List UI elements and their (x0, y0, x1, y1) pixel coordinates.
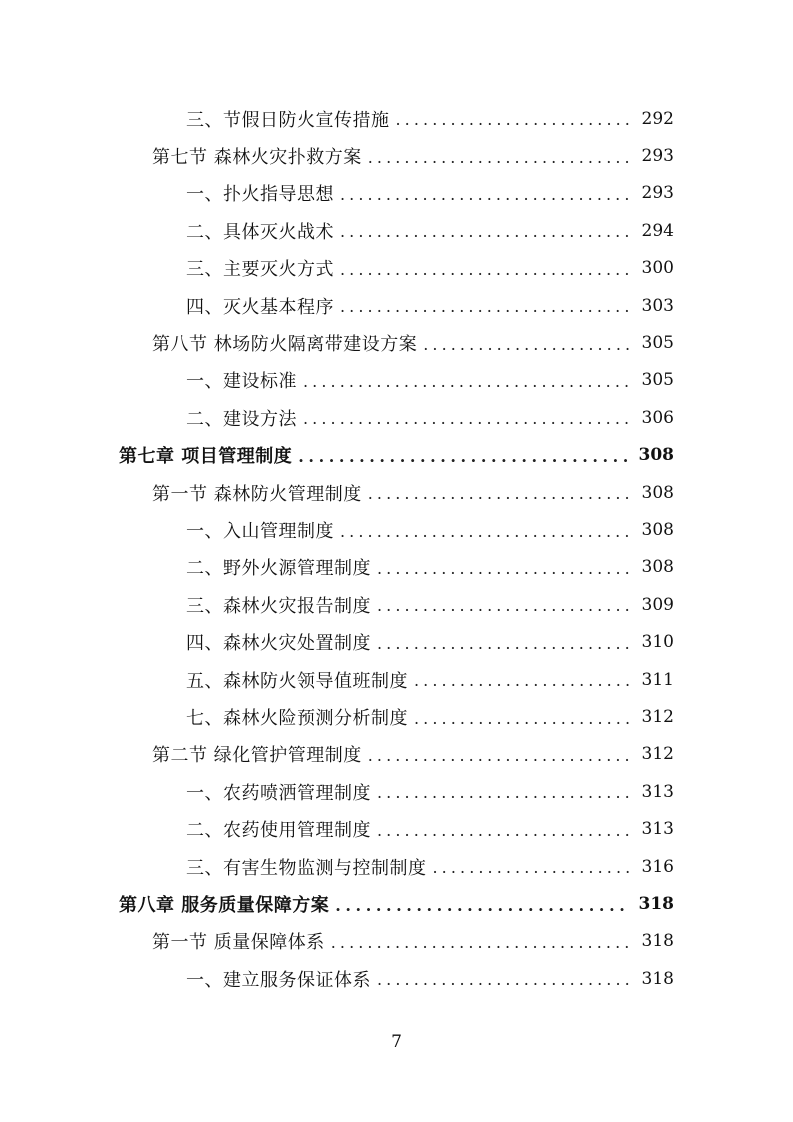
toc-entry-title: 三、节假日防火宣传措施 (186, 109, 390, 131)
toc-entry[interactable] (186, 661, 674, 698)
toc-entry-page: 300 (641, 258, 674, 279)
toc-entry-page: 318 (641, 968, 674, 989)
toc-entry[interactable] (186, 811, 674, 848)
toc-entry-title: 三、主要灭火方式 (186, 259, 334, 281)
toc-dot-leader (340, 297, 632, 316)
toc-entry-page: 293 (641, 146, 674, 167)
toc-entry-title: 第一节 森林防火管理制度 (152, 483, 362, 505)
toc-dot-leader (303, 372, 632, 391)
toc-entry[interactable] (186, 549, 674, 586)
toc-entry-title: 一、建立服务保证体系 (186, 969, 371, 991)
toc-entry-page: 306 (641, 407, 674, 428)
toc-dot-leader (335, 896, 628, 915)
toc-dot-leader (414, 709, 632, 728)
toc-entry-page: 309 (641, 594, 674, 615)
toc-entry-page: 305 (641, 333, 674, 354)
toc-dot-leader (423, 335, 631, 354)
toc-entry-title: 一、扑火指导思想 (186, 184, 334, 206)
toc-dot-leader (368, 484, 632, 503)
toc-entry[interactable] (186, 624, 674, 661)
toc-dot-leader (303, 409, 632, 428)
toc-dot-leader (377, 783, 632, 802)
toc-dot-leader (368, 148, 632, 167)
toc-entry[interactable] (152, 324, 674, 361)
toc-entry[interactable] (186, 175, 674, 212)
toc-entry-title: 一、入山管理制度 (186, 521, 334, 543)
toc-dot-leader (414, 671, 632, 690)
toc-entry-page: 313 (641, 781, 674, 802)
toc-entry-page: 311 (641, 669, 674, 690)
toc-entry-page: 308 (641, 482, 674, 503)
toc-entry-page: 308 (641, 557, 674, 578)
toc-entry-page: 310 (641, 632, 674, 653)
toc-entry-title: 二、建设方法 (186, 408, 297, 430)
toc-entry[interactable] (186, 100, 674, 137)
toc-entry-title: 第二节 绿化管护管理制度 (152, 745, 362, 767)
toc-dot-leader (377, 634, 632, 653)
toc-entry-page: 312 (641, 707, 674, 728)
toc-entry-page: 294 (641, 220, 674, 241)
toc-entry[interactable] (186, 287, 674, 324)
toc-entry-page: 312 (641, 744, 674, 765)
toc-entry-title: 二、野外火源管理制度 (186, 558, 371, 580)
toc-entry-title: 一、建设标准 (186, 371, 297, 393)
toc-entry-page: 303 (641, 295, 674, 316)
toc-dot-leader (377, 970, 632, 989)
toc-entry[interactable] (186, 399, 674, 436)
toc-entry-title: 第八节 林场防火隔离带建设方案 (152, 334, 418, 356)
toc-entry-page: 316 (641, 856, 674, 877)
toc-entry[interactable] (186, 362, 674, 399)
toc-entry-title: 二、农药使用管理制度 (186, 820, 371, 842)
page-number: 7 (391, 1032, 402, 1052)
toc-dot-leader (340, 185, 632, 204)
toc-dot-leader (340, 522, 632, 541)
toc-entry[interactable] (186, 773, 674, 810)
toc-entry-title: 四、森林火灾处置制度 (186, 633, 371, 655)
toc-entry-page: 318 (638, 894, 674, 915)
toc-entry-title: 第七章 项目管理制度 (119, 446, 293, 468)
toc-entry-title: 第七节 森林火灾扑救方案 (152, 147, 362, 169)
toc-dot-leader (298, 447, 628, 466)
toc-entry[interactable] (152, 923, 674, 960)
toc-entry-title: 四、灭火基本程序 (186, 296, 334, 318)
toc-dot-leader (377, 821, 632, 840)
toc-entry-page: 305 (641, 370, 674, 391)
toc-entry[interactable] (186, 511, 674, 548)
toc-entry-title: 三、有害生物监测与控制制度 (186, 857, 427, 879)
toc-dot-leader (377, 559, 632, 578)
toc-entry-page: 293 (641, 183, 674, 204)
toc-entry-page: 308 (638, 445, 674, 466)
toc-dot-leader (433, 858, 632, 877)
toc-dot-leader (396, 110, 632, 129)
toc-entry-title: 第一节 质量保障体系 (152, 932, 325, 954)
toc-dot-leader (368, 746, 632, 765)
toc-dot-leader (331, 933, 632, 952)
toc-entry-page: 308 (641, 520, 674, 541)
toc-entry-title: 三、森林火灾报告制度 (186, 595, 371, 617)
toc-entry[interactable] (186, 586, 674, 623)
toc-entry[interactable] (152, 474, 674, 511)
toc-entry-title: 七、森林火险预测分析制度 (186, 708, 408, 730)
toc-dot-leader (340, 260, 632, 279)
toc-entry[interactable] (186, 212, 674, 249)
toc-entry-page: 313 (641, 819, 674, 840)
toc-entry[interactable] (186, 698, 674, 735)
toc-dot-leader (340, 222, 632, 241)
toc-entry-title: 第八章 服务质量保障方案 (119, 895, 330, 917)
toc-dot-leader (377, 596, 632, 615)
toc-entry[interactable] (119, 437, 674, 474)
toc-entry[interactable] (119, 885, 674, 922)
toc-entry[interactable] (152, 736, 674, 773)
toc-entry[interactable] (152, 137, 674, 174)
toc-entry[interactable] (186, 250, 674, 287)
toc-entry-title: 五、森林防火领导值班制度 (186, 670, 408, 692)
toc-entry-title: 二、具体灭火战术 (186, 221, 334, 243)
toc-entry[interactable] (186, 960, 674, 997)
toc-entry-title: 一、农药喷洒管理制度 (186, 782, 371, 804)
toc-entry-page: 318 (641, 931, 674, 952)
toc-entry-page: 292 (641, 108, 674, 129)
toc-entry[interactable] (186, 848, 674, 885)
